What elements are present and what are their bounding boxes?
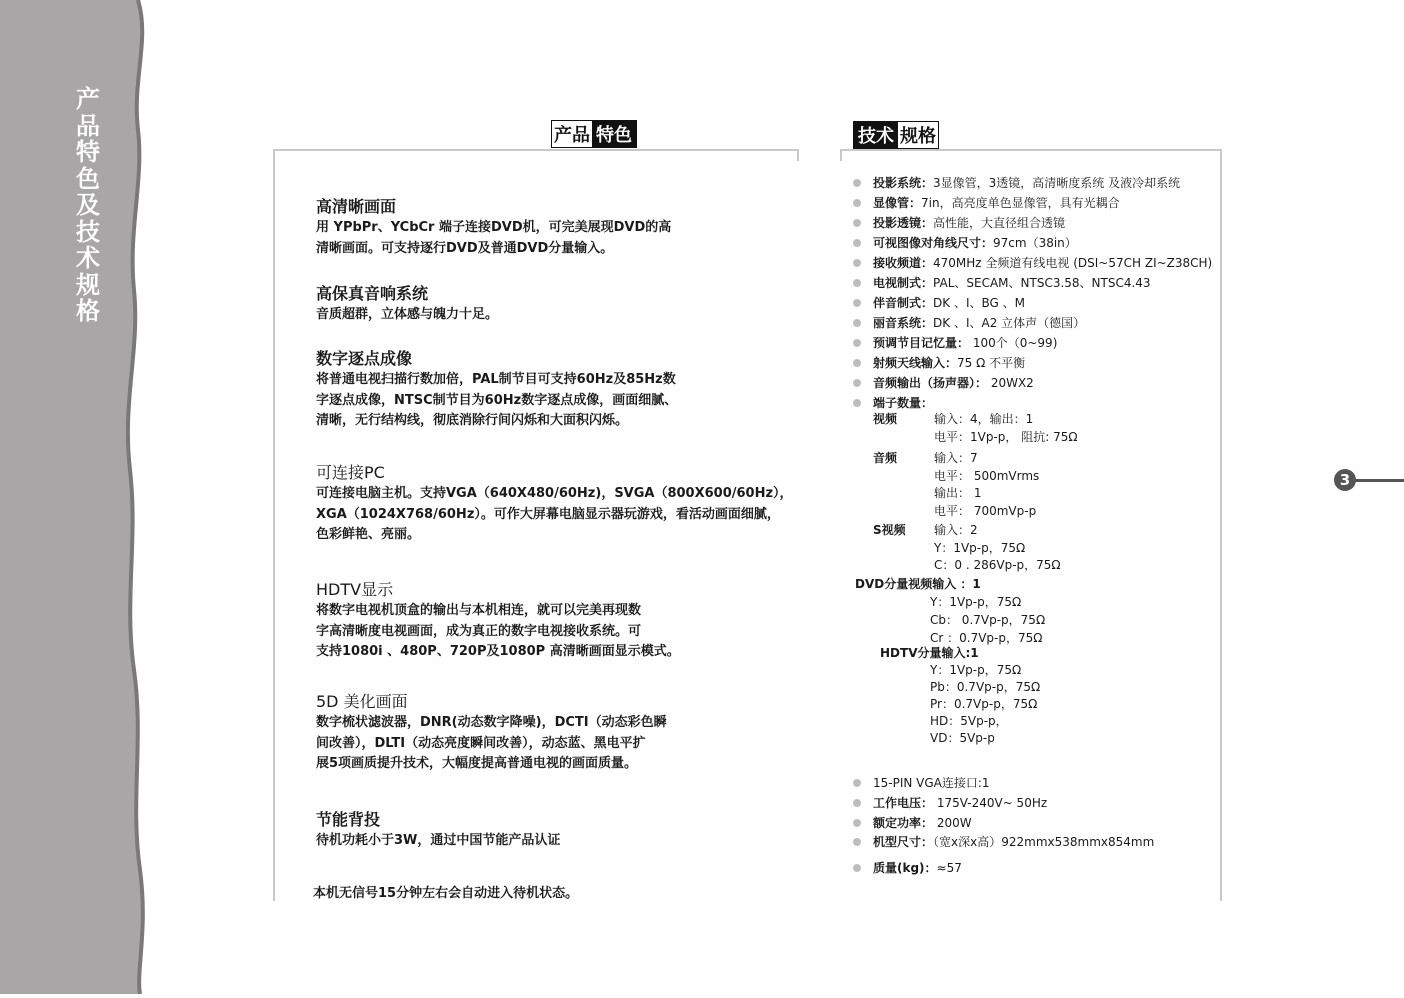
spec-value: HD：5Vp-p， — [930, 714, 1008, 728]
spec-key: 音频输出（扬声器）： — [873, 376, 988, 390]
specs-header-a: 技术 — [854, 122, 898, 148]
spec-value: VD：5Vp-p — [930, 731, 995, 745]
feature-section — [316, 809, 796, 852]
feature-text-line: 清晰画面。可支持逐行DVD及普通DVD分量输入。 — [316, 240, 614, 256]
specs-header — [853, 121, 939, 149]
spec-key: 丽音系统： — [873, 316, 934, 330]
spec-row — [873, 175, 1180, 192]
spec-value: 输入：2 — [934, 523, 978, 537]
sidebar-band — [0, 0, 170, 994]
spec-row — [934, 522, 978, 539]
bullet-icon — [853, 864, 861, 872]
bullet-icon — [853, 799, 861, 807]
spec-row — [873, 315, 1085, 332]
spec-value: 输入：7 — [934, 451, 978, 465]
feature-text-line: 将数字电视机顶盒的输出与本机相连，就可以完美再现数 — [316, 603, 642, 618]
spec-value: C：0 . 286Vp-p，75Ω — [934, 558, 1061, 572]
spec-row — [873, 355, 1025, 372]
spec-value: 电平：1Vp-p， 阻抗: 75Ω — [934, 429, 1078, 444]
spec-row — [930, 730, 995, 747]
features-header-a: 产品 — [552, 121, 592, 147]
bullet-icon — [853, 339, 861, 347]
spec-key: S视频 — [873, 523, 906, 537]
spec-key: 可视图像对角线尺寸： — [873, 236, 994, 250]
spec-key: 伴音制式： — [873, 296, 934, 310]
bullet-icon — [853, 259, 861, 267]
spec-row — [873, 295, 1025, 312]
spec-value: 15-PIN VGA连接口:1 — [873, 776, 990, 790]
spec-value: 高性能，大直径组合透镜 — [933, 216, 1066, 230]
spec-value: 100个（0~99) — [969, 336, 1058, 350]
sidebar-title — [68, 86, 108, 325]
spec-row — [873, 395, 933, 412]
spec-row — [873, 775, 990, 792]
spec-key: 电视制式： — [873, 276, 934, 290]
bullet-icon — [853, 819, 861, 827]
feature-text-line: 字逐点成像，NTSC制节目为60Hz数字逐点成像，画面细腻、 — [316, 392, 678, 408]
spec-value: 输出： 1 — [934, 486, 982, 500]
spec-row — [873, 815, 972, 832]
spec-value: 20WX2 — [987, 376, 1034, 390]
feature-text-line: 色彩鲜艳、亮丽。 — [316, 527, 421, 542]
features-frame — [273, 149, 799, 151]
feature-title: 5D 美化画面 — [316, 692, 408, 711]
features-header-b: 特色 — [592, 121, 636, 147]
page-number: 3 — [1334, 469, 1356, 491]
spec-row — [873, 335, 1057, 352]
spec-key: DVD分量视频输入 ：1 — [855, 577, 981, 591]
spec-value: ≈57 — [936, 861, 962, 875]
bullet-icon — [853, 179, 861, 187]
bullet-icon — [853, 779, 861, 787]
spec-value: Y：1Vp-p，75Ω — [930, 663, 1022, 677]
sidebar-title-char: 格 — [76, 297, 100, 325]
spec-row — [934, 429, 1078, 446]
spec-key: 视频 — [873, 412, 898, 426]
spec-value: DK 、I、A2 立体声（德国） — [933, 316, 1086, 330]
feature-text-line: 间改善），DLTI（动态亮度瞬间改善），动态蓝、黑电平扩 — [316, 735, 646, 751]
sidebar-title-char: 特 — [76, 138, 100, 166]
bullet-icon — [853, 838, 861, 846]
spec-row — [873, 255, 1212, 272]
spec-row — [873, 195, 1120, 212]
bullet-icon — [853, 379, 861, 387]
spec-value: Pr：0.7Vp-p，75Ω — [930, 697, 1038, 711]
spec-key: HDTV分量输入:1 — [880, 646, 979, 660]
spec-value: 75 Ω 不平衡 — [957, 356, 1026, 370]
spec-key: 音频 — [873, 451, 898, 465]
feature-text-line: 字高清晰度电视画面，成为真正的数字电视接收系统。可 — [316, 623, 642, 639]
spec-key: 显像管： — [873, 196, 922, 210]
spec-row — [873, 411, 897, 428]
feature-text-line: 清晰，无行结构线，彻底消除行间闪烁和大面积闪烁。 — [316, 413, 629, 428]
spec-row — [873, 860, 962, 877]
standby-note: 本机无信号15分钟左右会自动进入待机状态。 — [313, 886, 579, 901]
feature-text-line: 待机功耗小于3W，通过中国节能产品认证 — [316, 833, 561, 848]
feature-title: 高保真音响系统 — [316, 284, 429, 303]
spec-key: 工作电压： — [873, 796, 934, 810]
spec-value: 3显像管，3透镜，高清晰度系统 及液冷却系统 — [933, 176, 1181, 190]
page-number-line — [1354, 479, 1404, 482]
spec-value: 470MHz 全频道有线电视 (DSI~57CH ZI~Z38CH) — [933, 256, 1213, 270]
spec-value: DK 、I、BG 、M — [933, 296, 1025, 310]
bullet-icon — [853, 279, 861, 287]
specs-header-b: 规格 — [898, 122, 938, 148]
spec-value: 电平： 500mVrms — [934, 468, 1040, 483]
feature-title: 高清晰画面 — [316, 197, 397, 216]
spec-row — [930, 713, 1008, 730]
feature-section — [316, 691, 796, 775]
spec-value: Y：1Vp-p，75Ω — [930, 595, 1022, 609]
spec-key: 投影透镜： — [873, 216, 934, 230]
spec-row — [930, 662, 1021, 679]
feature-title: 可连接PC — [316, 463, 385, 482]
spec-row — [930, 679, 1040, 696]
spec-row — [873, 522, 906, 539]
specs-frame — [840, 149, 1222, 151]
spec-row — [930, 594, 1021, 611]
spec-row — [934, 503, 1036, 520]
bullet-icon — [853, 199, 861, 207]
spec-value: 200W — [933, 816, 972, 830]
spec-key: 预调节目记忆量： — [873, 336, 970, 350]
spec-key: 质量(kg)： — [873, 861, 937, 875]
bullet-icon — [853, 299, 861, 307]
sidebar-title-char: 及 — [76, 191, 100, 219]
feature-title: 节能背投 — [316, 810, 381, 829]
spec-value: 输入：4，输出：1 — [934, 412, 1034, 426]
spec-row — [873, 215, 1065, 232]
spec-value: Y：1Vp-p，75Ω — [934, 540, 1026, 555]
spec-value: （宽x深x高）922mmx538mmx854mm — [933, 835, 1155, 849]
spec-value: 7in，高亮度单色显像管，具有光耦合 — [921, 196, 1120, 210]
feature-text-line: 音质超群，立体感与魄力十足。 — [316, 307, 499, 322]
feature-section — [316, 283, 796, 326]
feature-text-line: 将普通电视扫描行数加倍，PAL制节目可支持60Hz及85Hz数 — [316, 372, 676, 387]
spec-row — [880, 645, 979, 662]
sidebar-title-char: 术 — [76, 244, 100, 272]
sidebar-title-char: 产 — [76, 85, 100, 113]
feature-text-line: XGA（1024X768/60Hz）。可作大屏幕电脑显示器玩游戏，看活动画面细腻， — [316, 506, 780, 522]
spec-row — [873, 834, 1154, 851]
spec-row — [934, 557, 1061, 574]
spec-row — [934, 450, 978, 467]
bullet-icon — [853, 319, 861, 327]
feature-section — [316, 579, 796, 663]
spec-row — [930, 696, 1037, 713]
spec-row — [873, 450, 897, 467]
spec-value: 175V-240V~ 50Hz — [933, 796, 1048, 810]
spec-row — [873, 795, 1047, 812]
feature-text-line: 用 YPbPr、YCbCr 端子连接DVD机，可完美展现DVD的高 — [316, 220, 672, 235]
bullet-icon — [853, 399, 861, 407]
spec-row — [855, 576, 981, 593]
feature-section — [316, 462, 796, 546]
spec-row — [873, 235, 1077, 252]
spec-key: 接收频道： — [873, 256, 934, 270]
sidebar-title-char: 技 — [76, 217, 100, 246]
spec-key: 额定功率： — [873, 816, 934, 830]
spec-row — [934, 540, 1025, 557]
feature-title: HDTV显示 — [316, 580, 394, 599]
spec-row — [934, 468, 1039, 485]
feature-section — [316, 196, 796, 259]
spec-value: Cb： 0.7Vp-p，75Ω — [930, 613, 1046, 627]
bullet-icon — [853, 219, 861, 227]
sidebar-title-char: 品 — [76, 111, 100, 140]
sidebar-title-char: 色 — [76, 164, 100, 193]
spec-row — [873, 375, 1034, 392]
spec-value: Pb：0.7Vp-p，75Ω — [930, 680, 1041, 694]
feature-text-line: 支持1080i 、480P、720P及1080P 高清晰画面显示模式。 — [316, 644, 680, 659]
spec-key: 机型尺寸： — [873, 835, 934, 849]
feature-text-line: 数字梳状滤波器，DNR(动态数字降噪)，DCTI（动态彩色瞬 — [316, 715, 667, 730]
spec-value: PAL、SECAM、NTSC3.58、NTSC4.43 — [933, 276, 1151, 290]
bullet-icon — [853, 239, 861, 247]
spec-row — [873, 275, 1151, 292]
feature-title: 数字逐点成像 — [316, 349, 413, 368]
spec-key: 端子数量： — [873, 396, 934, 410]
spec-key: 射频天线输入： — [873, 356, 958, 370]
spec-value: 97cm（38in） — [993, 236, 1077, 250]
feature-text-line: 可连接电脑主机。支持VGA（640X480/60Hz)，SVGA（800X600/60Hz）， — [316, 486, 793, 501]
bullet-icon — [853, 359, 861, 367]
spec-row — [930, 612, 1045, 629]
spec-row — [934, 485, 981, 502]
features-header — [551, 120, 637, 148]
spec-value: 电平： 700mVp-p — [934, 503, 1037, 518]
spec-value: Cr ：0.7Vp-p，75Ω — [930, 631, 1043, 645]
spec-key: 投影系统： — [873, 176, 934, 190]
spec-row — [934, 411, 1033, 428]
feature-text-line: 展5项画质提升技术，大幅度提高普通电视的画面质量。 — [316, 756, 638, 771]
feature-section — [316, 348, 796, 432]
sidebar-title-char: 规 — [76, 270, 100, 299]
